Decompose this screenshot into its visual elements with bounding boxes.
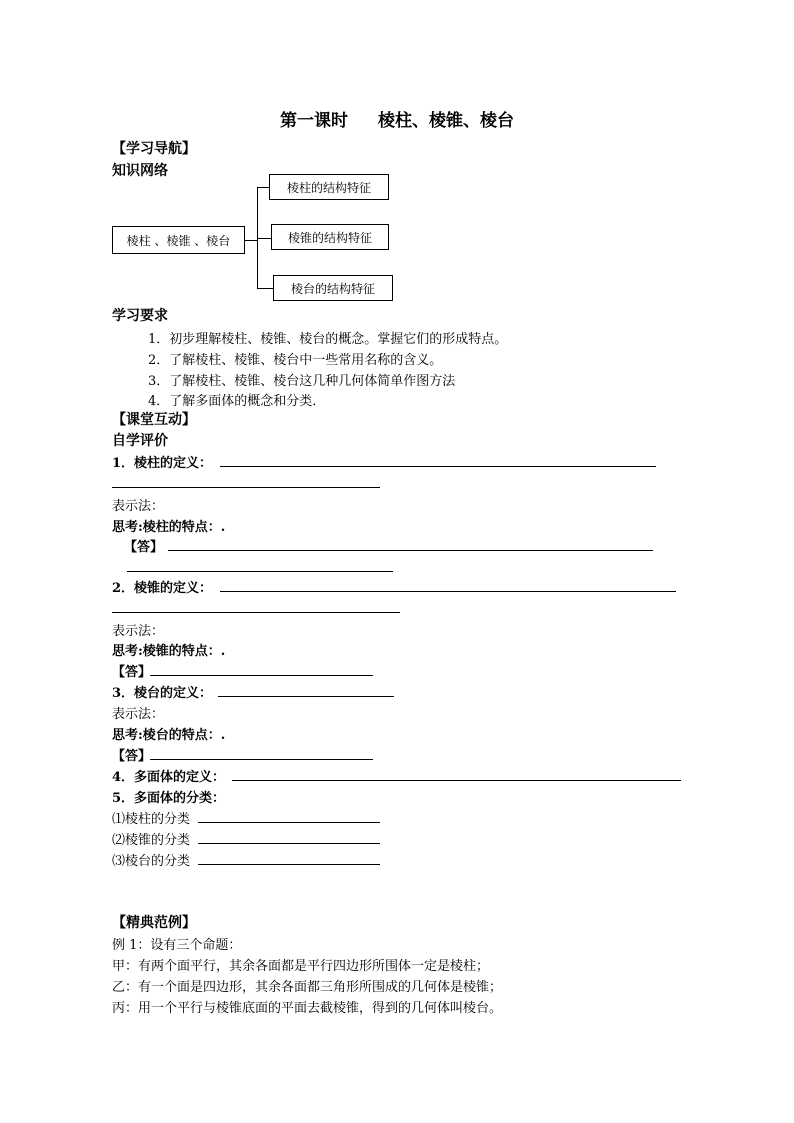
answer-blank-1b[interactable] [127,571,393,572]
pyramid-definition-label: 2．棱锥的定义： [112,581,213,596]
requirement-3: 3．了解棱柱、棱锥、棱台这几种几何体简单作图方法 [148,374,456,389]
diagram-branch-prism: 棱柱的结构特征 [269,174,389,200]
answer-label-1: 【答】 [124,540,164,555]
answer-blank-1a[interactable] [168,550,653,551]
title-topic: 棱柱、棱锥、棱台 [378,111,514,131]
example-intro: 例 1：设有三个命题： [112,938,242,953]
section-examples: 【精典范例】 [112,915,196,931]
example-statement-jia: 甲：有两个面平行，其余各面都是平行四边形所围体一定是棱柱； [112,959,490,974]
title-lesson: 第一课时 [280,111,348,131]
connector-h [245,240,257,241]
pyramid-definition-blank-1[interactable] [220,591,676,592]
section-guide: 【学习导航】 [112,141,196,157]
pyramid-classification-label: ⑵棱锥的分类 [112,833,191,848]
frustum-definition-label: 3．棱台的定义： [112,686,213,701]
page-title [0,106,794,131]
representation-label-1: 表示法： [112,499,165,514]
connector-1 [257,187,269,188]
representation-label-2: 表示法： [112,624,165,639]
representation-label-3: 表示法： [112,707,165,722]
answer-blank-2[interactable] [150,675,373,676]
connector-2 [257,238,271,239]
section-network: 知识网络 [112,163,168,179]
section-requirements: 学习要求 [112,308,168,324]
prism-classification-blank[interactable] [198,822,380,823]
pyramid-definition-blank-2[interactable] [112,612,400,613]
prism-definition-blank-2[interactable] [112,487,380,488]
answer-label-2: 【答】 [112,665,152,680]
prism-classification-label: ⑴棱柱的分类 [112,812,191,827]
section-interaction: 【课堂互动】 [112,412,196,428]
polyhedron-classification-label: 5．多面体的分类： [112,791,226,806]
pyramid-classification-blank[interactable] [198,843,380,844]
think-frustum-label: 思考:棱台的特点：. [112,728,226,743]
prism-definition-blank-1[interactable] [220,466,656,467]
polyhedron-definition-label: 4．多面体的定义： [112,770,226,785]
think-pyramid-label: 思考:棱锥的特点：. [112,644,226,659]
answer-blank-3[interactable] [150,759,373,760]
example-statement-bing: 丙：用一个平行与棱锥底面的平面去截棱锥，得到的几何体叫棱台。 [112,1001,503,1016]
diagram-root: 棱柱 、棱锥 、棱台 [112,226,245,254]
polyhedron-definition-blank[interactable] [232,780,681,781]
example-statement-yi: 乙：有一个面是四边形，其余各面都三角形所围成的几何体是棱锥； [112,980,503,995]
requirement-2: 2．了解棱柱、棱锥、棱台中一些常用名称的含义。 [148,353,443,368]
frustum-definition-blank[interactable] [218,696,394,697]
requirement-1: 1．初步理解棱柱、棱锥、棱台的概念。掌握它们的形成特点。 [148,332,508,347]
frustum-classification-blank[interactable] [198,864,380,865]
diagram-branch-pyramid: 棱锥的结构特征 [271,224,389,250]
section-self-eval: 自学评价 [112,433,168,449]
connector-3 [257,288,273,289]
prism-definition-label: 1．棱柱的定义： [112,456,213,471]
diagram-branch-frustum: 棱台的结构特征 [273,275,393,301]
think-prism-label: 思考:棱柱的特点：. [112,520,226,535]
answer-label-3: 【答】 [112,749,152,764]
frustum-classification-label: ⑶棱台的分类 [112,854,191,869]
requirement-4: 4．了解多面体的概念和分类． [148,394,326,409]
